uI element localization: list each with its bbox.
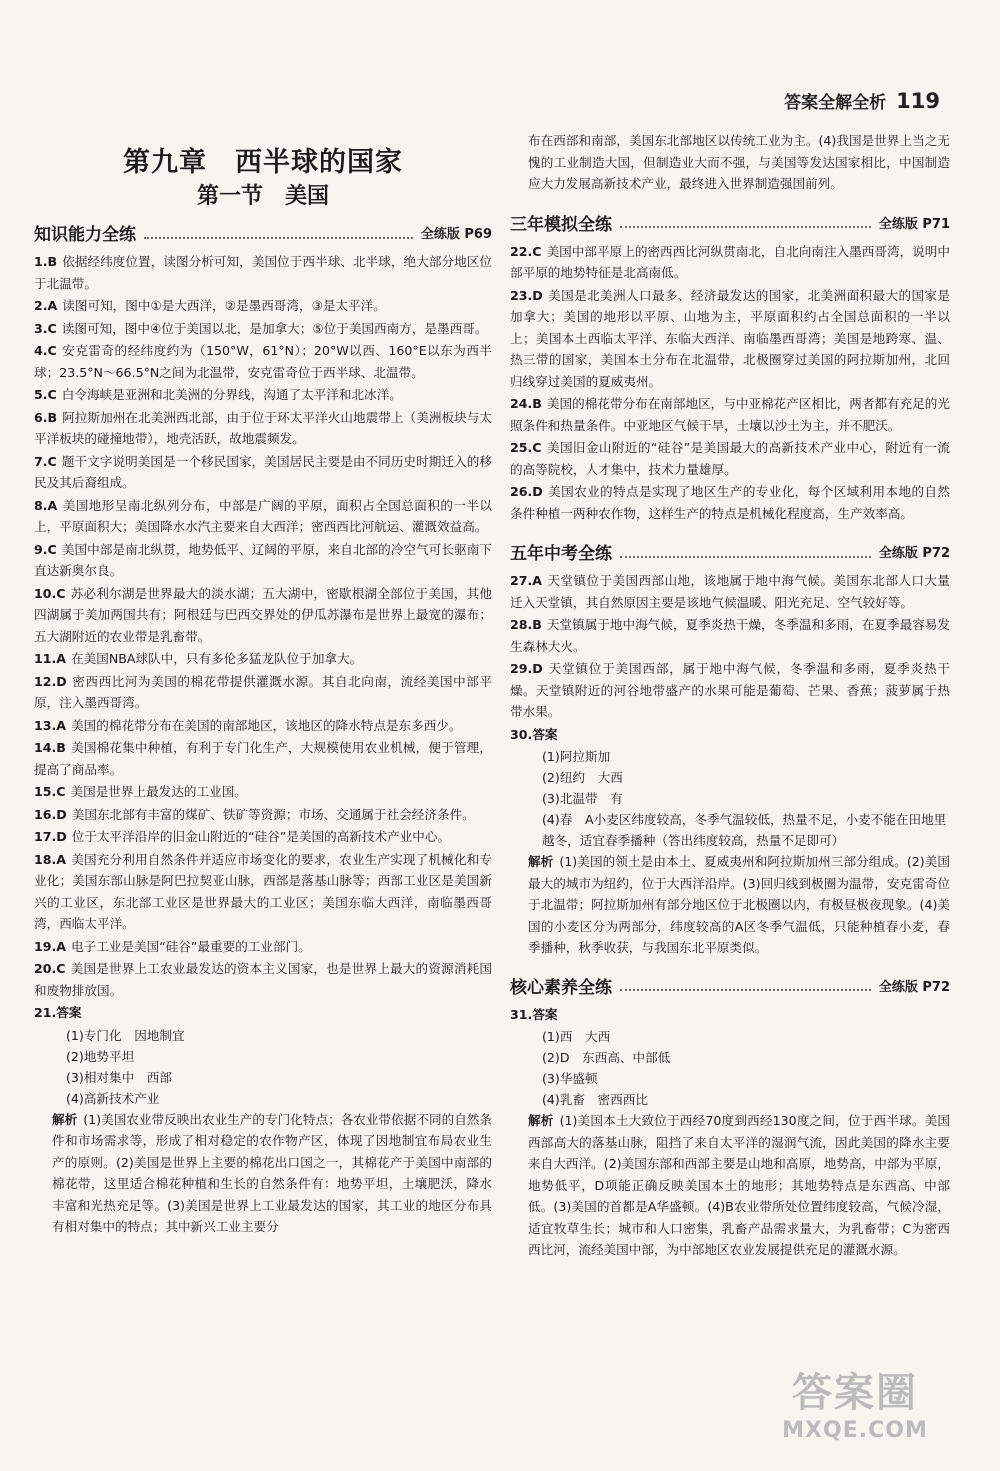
item-text: 天堂镇位于美国西部，属于地中海气候，冬季温和多雨，夏季炎热干燥。天堂镇附近的河谷地带盛产的水果可能是葡萄、芒果、香蕉；菠萝属于热带水果。 xyxy=(510,661,950,719)
answer-item xyxy=(510,437,950,480)
item-number: 9.C xyxy=(34,541,57,557)
answer-item xyxy=(510,614,950,657)
answer-item xyxy=(34,583,492,648)
item-number: 14.B xyxy=(34,740,66,755)
answer-item xyxy=(34,671,492,714)
item-text: 密西西比河为美国的棉花带提供灌溉水源。其自北向南，流经美国中部平原，注入墨西哥湾。 xyxy=(34,673,492,710)
watermark xyxy=(760,1361,950,1443)
answer-list-3 xyxy=(510,570,950,723)
answer-line: (1)阿拉斯加 xyxy=(542,749,611,764)
analysis-text: (1)美国的领土是由本土、夏威夷州和阿拉斯加州三部分组成。(2)美国最大的城市为纽约，位于大西洋沿岸。(3)回归线到极圈为温带，安克雷奇位于北温带；阿拉斯加州有部分地区位于北极圈以内，有极昼极夜现象。(4)美国的小麦区分为两部分，纬度较高的A区冬季气温低，只能种植春小麦，春季播种，秋季收获，与我国东北平原类似。 xyxy=(528,854,951,955)
answer-line: (4)高新技术产业 xyxy=(66,1090,160,1106)
answer-item xyxy=(34,384,492,406)
answer-item xyxy=(34,715,492,737)
item-text: 天堂镇位于美国西部山地，该地属于地中海气候。美国东北部人口大量迁入天堂镇，其自然原因主要是该地气候温暖、阳光充足、空气较好等。 xyxy=(510,573,950,610)
item-number: 17.D xyxy=(34,829,67,844)
answer-item xyxy=(34,958,492,1001)
item-text: 在美国NBA球队中，只有多伦多猛龙队位于加拿大。 xyxy=(71,651,363,666)
left-column xyxy=(34,130,492,1238)
answer-line: (1)西 大西 xyxy=(542,1029,611,1044)
answer-item-21 xyxy=(34,1002,492,1024)
section-header-2 xyxy=(510,210,950,235)
item-number: 4.C xyxy=(34,343,57,358)
answer-list-1 xyxy=(34,251,492,1001)
page-number: 119 xyxy=(896,89,940,113)
item-number: 5.C xyxy=(34,387,57,402)
item-text: 位于太平洋沿岸的旧金山附近的“硅谷”是美国的高新技术产业中心。 xyxy=(71,829,451,844)
item-text: 美国是世界上工农业最发达的资本主义国家，也是世界上最大的资源消耗国和废物排放国。 xyxy=(34,961,492,998)
item-number: 3.C xyxy=(34,320,57,336)
section-header-title: 五年中考全练 xyxy=(510,544,612,564)
item-text: 美国旧金山附近的“硅谷”是美国最大的高新技术产业中心，附近有一流的高等院校，人才集中，技术力量雄厚。 xyxy=(510,440,950,477)
watermark-logo: 答案圈 xyxy=(792,1370,918,1416)
header-title: 答案全解全析 xyxy=(784,93,887,113)
item-text: 读图可知，图中④位于美国以北，是加拿大；⑤位于美国西南方，是墨西哥。 xyxy=(61,320,488,336)
answer-item xyxy=(34,849,492,935)
page-header xyxy=(784,88,940,113)
item-text: 白令海峡是亚洲和北美洲的分界线，沟通了太平洋和北冰洋。 xyxy=(61,387,402,402)
answer-item-31 xyxy=(510,1004,950,1026)
item-number: 16.D xyxy=(34,806,67,822)
item-number: 8.A xyxy=(34,497,58,513)
analysis-21 xyxy=(34,1109,492,1238)
item-number: 6.B xyxy=(34,409,58,425)
item-number: 23.D xyxy=(510,287,543,303)
item-number: 30.答案 xyxy=(510,726,558,742)
answer-sublist-30 xyxy=(510,746,950,851)
answer-item xyxy=(34,318,492,340)
item-text: 美国棉花集中种植，有利于专门化生产，大规模使用农业机械，便于管理，提高了商品率。 xyxy=(34,740,492,777)
item-number: 22.C xyxy=(510,243,542,259)
section-title: 第一节 美国 xyxy=(196,183,329,209)
section-header-1 xyxy=(34,220,492,245)
item-number: 20.C xyxy=(34,961,66,976)
item-text: 电子工业是美国“硅谷”最重要的工业部门。 xyxy=(71,938,311,954)
dotted-leader xyxy=(620,546,871,558)
answer-item xyxy=(34,737,492,780)
answer-item xyxy=(510,658,950,723)
answer-item xyxy=(34,539,492,582)
answer-item xyxy=(34,295,492,317)
answer-list-2 xyxy=(510,241,950,525)
continued-text: 布在西部和南部，美国东北部地区以传统工业为主。(4)我国是世界上当之无愧的工业制造大国，但制造业大而不强，与美国等发达国家相比，中国制造应大力发展高新技术产业，最终进入世界制造强国前列。 xyxy=(528,133,950,191)
analysis-label: 解析 xyxy=(528,854,554,869)
item-text: 美国中部是南北纵贯，地势低平、辽阔的平原，来自北部的冷空气可长驱南下直达新奥尔良。 xyxy=(34,541,492,578)
section-header-ref: 全练版 P71 xyxy=(878,216,950,232)
item-number: 25.C xyxy=(510,440,542,455)
item-number: 19.A xyxy=(34,938,67,954)
dotted-leader xyxy=(620,216,871,228)
item-number: 21.答案 xyxy=(34,1005,82,1020)
analysis-label: 解析 xyxy=(528,1113,554,1128)
answer-item xyxy=(510,481,950,524)
answer-line: (3)北温带 有 xyxy=(542,791,623,806)
answer-line: (4)乳畜 密西西比 xyxy=(542,1092,648,1107)
item-text: 天堂镇属于地中海气候，夏季炎热干燥，冬季温和多雨，在夏季最容易发生森林大火。 xyxy=(510,617,950,654)
answer-item xyxy=(34,648,492,670)
analysis-text: (1)美国本土大致位于西经70度到西经130度之间，位于西半球。美国西部高大的落基山脉，阻挡了来自太平洋的湿润气流，因此美国的降水主要来自大西洋。(2)美国东部和西部主要是山地和高原，地势高，中部为平原，地势低平，D项能正确反映美国本土的地形；其地势特点是东西高、中部低。(3)美国的首都是A华盛顿。(4)B农业带所处位置纬度较高，气候冷湿，适宜牧草生长；城市和人口密集，乳畜产品需求量大，为乳畜带；C为密西西比河，流经美国中部，为中部地区农业发展提供充足的灌溉水源。 xyxy=(528,1113,951,1257)
item-text: 安克雷奇的经纬度约为（150°W，61°N）；20°W以西、160°E以东为西半球；23.5°N～66.5°N之间为北温带，安克雷奇位于西半球、北温带。 xyxy=(34,343,492,380)
answer-sublist-31 xyxy=(510,1026,950,1110)
item-text: 阿拉斯加州在北美洲西北部，由于位于环太平洋火山地震带上（美洲板块与太平洋板块的碰撞地带），地壳活跃，故地震频发。 xyxy=(34,409,492,446)
answer-item xyxy=(34,936,492,958)
item-number: 28.B xyxy=(510,617,542,632)
item-text: 依据经纬度位置，读图分析可知，美国位于西半球、北半球，绝大部分地区位于北温带。 xyxy=(34,254,492,291)
answer-line: (3)相对集中 西部 xyxy=(66,1069,172,1085)
item-number: 31.答案 xyxy=(510,1006,558,1022)
analysis-text: (1)美国农业带反映出农业生产的专门化特点；各农业带依据不同的自然条件和市场需求等，形成了相对稳定的农作物产区，体现了因地制宜布局农业生产的原则。(2)美国是世界上主要的棉花出口国之一，其棉花产于美国中南部的棉花带，这里适合棉花种植和生长的自然条件有：地势平坦，土壤肥沃，降水丰富和光热充足等。(3)美国是世界上工业最发达的国家，其工业的地区分布具有相对集中的特点；其中新兴工业主要分 xyxy=(52,1111,493,1234)
analysis-30 xyxy=(510,851,950,959)
item-number: 13.A xyxy=(34,717,67,733)
answer-item xyxy=(34,407,492,450)
item-text: 美国中部平原上的密西西比河纵贯南北，自北向南注入墨西哥湾，说明中部平原的地势特征是北高南低。 xyxy=(510,243,950,280)
right-column xyxy=(510,130,950,1261)
item-number: 26.D xyxy=(510,484,543,499)
answer-item xyxy=(34,251,492,294)
answer-item xyxy=(34,495,492,538)
section-header-title: 三年模拟全练 xyxy=(510,214,612,235)
answer-item xyxy=(34,340,492,383)
item-number: 10.C xyxy=(34,585,66,601)
answer-item xyxy=(34,781,492,803)
answer-line: (4)春 A小麦区纬度较高，冬季气温较低，热量不足，小麦不能在田地里越冬，适宜春季播种（答出纬度较高，热量不足即可） xyxy=(542,812,947,848)
item-text: 读图可知，图中①是大西洋，②是墨西哥湾，③是太平洋。 xyxy=(62,298,386,313)
item-number: 18.A xyxy=(34,851,67,867)
answer-line: (2)纽约 大西 xyxy=(542,770,623,785)
answer-line: (1)专门化 因地制宜 xyxy=(66,1027,185,1043)
answer-item-30 xyxy=(510,724,950,746)
item-number: 11.A xyxy=(34,651,67,666)
item-number: 27.A xyxy=(510,573,543,588)
item-text: 美国充分利用自然条件并适应市场变化的要求，农业生产实现了机械化和专业化；美国东部山脉是阿巴拉契亚山脉，西部是落基山脉等；西部工业区是美国新兴的工业区，东北部工业区是世界最大的工业区；美国东临大西洋，南临墨西哥湾，西临太平洋。 xyxy=(34,851,492,931)
answer-sublist-21 xyxy=(34,1025,492,1109)
answer-line: (2)D 东西高、中部低 xyxy=(542,1050,671,1065)
item-text: 题干文字说明美国是一个移民国家，美国居民主要是由不同历史时期迁入的移民及其后裔组成。 xyxy=(34,453,492,490)
item-text: 美国是北美洲人口最多、经济最发达的国家，北美洲面积最大的国家是加拿大；美国的地形以平原、山地为主，平原面积约占全国总面积的一半以上；美国本土西临太平洋、东临大西洋、南临墨西哥湾；美国是地跨寒、温、热三带的国家，美国本土分布在北温带，北极圈穿过美国的阿拉斯加州，北回归线穿过美国的夏威夷州。 xyxy=(510,287,950,389)
item-text: 美国是世界上最发达的工业国。 xyxy=(70,784,247,799)
section-header-title: 知识能力全练 xyxy=(34,225,136,245)
watermark-url: MXQE.COM xyxy=(782,1418,928,1443)
answer-item xyxy=(510,570,950,613)
answer-item xyxy=(510,285,950,393)
item-text: 美国的棉花带分布在南部地区，与中亚棉花产区相比，两者都有充足的光照条件和热量条件。中亚地区气候干旱，土壤以沙土为主，并不肥沃。 xyxy=(510,396,950,433)
analysis-31 xyxy=(510,1110,950,1261)
answer-line: (3)华盛顿 xyxy=(542,1071,598,1086)
answer-item xyxy=(510,241,950,284)
answer-line: (2)地势平坦 xyxy=(66,1048,135,1064)
item-number: 29.D xyxy=(510,661,543,676)
item-number: 15.C xyxy=(34,784,66,799)
item-text: 美国农业的特点是实现了地区生产的专业化，每个区域利用本地的自然条件种植一两种农作物，这样生产的特点是机械化程度高，生产效率高。 xyxy=(510,484,950,521)
dotted-leader xyxy=(144,227,413,239)
item-text: 美国地形呈南北纵列分布，中部是广阔的平原，面积占全国总面积的一半以上，平原面积大；美国降水水汽主要来自大西洋；密西西比河航运、灌溉效益高。 xyxy=(34,497,492,534)
section-header-ref: 全练版 P72 xyxy=(878,546,950,561)
answer-item xyxy=(34,451,492,494)
item-number: 24.B xyxy=(510,396,542,411)
item-number: 12.D xyxy=(34,673,67,689)
section-header-ref: 全练版 P69 xyxy=(420,227,492,242)
analysis-label: 解析 xyxy=(52,1111,78,1127)
answer-item xyxy=(34,804,492,826)
item-number: 7.C xyxy=(34,453,57,469)
item-number: 1.B xyxy=(34,254,58,269)
section-header-title: 核心素养全练 xyxy=(510,977,612,998)
answer-item xyxy=(510,393,950,436)
item-text: 美国东北部有丰富的煤矿、铁矿等资源；市场、交通属于社会经济条件。 xyxy=(71,806,475,822)
answer-item xyxy=(34,826,492,848)
chapter-title: 第九章 西半球的国家 xyxy=(123,147,403,178)
section-header-3 xyxy=(510,539,950,564)
item-text: 美国的棉花带分布在美国的南部地区，该地区的降水特点是东多西少。 xyxy=(71,717,462,733)
item-text: 苏必利尔湖是世界最大的淡水湖；五大湖中，密歇根湖全部位于美国，其他四湖属于美加两国共有；阿根廷与巴西交界处的伊瓜苏瀑布是世界上最宽的瀑布；五大湖附近的农业带是乳畜带。 xyxy=(34,585,492,644)
section-header-ref: 全练版 P72 xyxy=(878,979,950,995)
section-header-4 xyxy=(510,973,950,998)
dotted-leader xyxy=(620,979,871,991)
item-number: 2.A xyxy=(34,298,58,313)
